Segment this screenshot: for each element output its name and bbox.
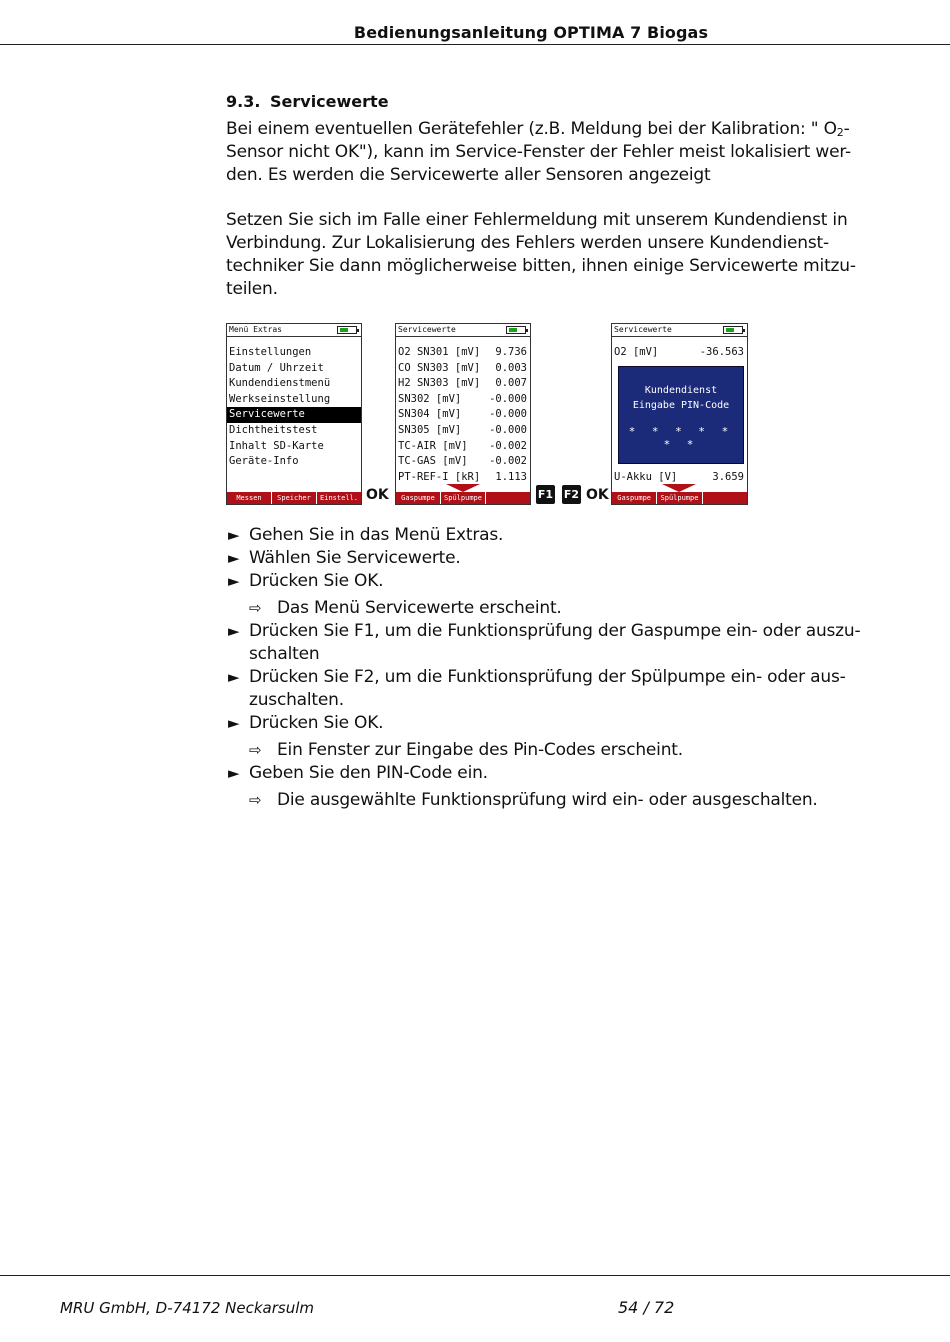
menu-item-geraete-info[interactable]: Geräte-Info — [229, 455, 299, 468]
subscript-2: 2 — [836, 126, 844, 139]
result-item — [228, 789, 848, 812]
screen-title: Menü Extras — [227, 324, 361, 337]
softkey-bar — [227, 492, 361, 504]
softkey-einstell[interactable]: Einstell. — [320, 494, 358, 502]
step-text: Drücken Sie OK. — [249, 713, 384, 733]
step-item — [228, 666, 848, 712]
ok-key: OK — [366, 487, 389, 503]
service-label: U-Akku [V] — [614, 470, 678, 483]
triangle-bullet-icon: ► — [228, 714, 240, 732]
menu-item-werkseinstellung[interactable]: Werkseinstellung — [229, 392, 331, 405]
f2-key: F2 — [562, 485, 581, 504]
service-label: CO SN303 [mV] — [398, 361, 481, 374]
intro-line: Sensor nicht OK"), kann im Service-Fenster der Fehler meist lokalisiert wer- — [226, 142, 851, 162]
service-row — [398, 423, 527, 439]
service-label: SN304 [mV] — [398, 408, 462, 421]
footer-company: MRU GmbH, D-74172 Neckarsulm — [60, 1299, 314, 1317]
service-row — [398, 470, 527, 486]
section-heading — [226, 92, 389, 111]
service-label: O2 SN301 [mV] — [398, 346, 481, 358]
softkey-speicher[interactable]: Speicher — [272, 492, 317, 504]
pin-input[interactable]: * * * * * * * — [628, 425, 734, 451]
softkey-bar — [396, 492, 530, 504]
intro-line: teilen. — [226, 279, 278, 299]
softkey-gaspumpe[interactable]: Gaspumpe — [612, 492, 657, 504]
service-value: 1.113 — [495, 470, 527, 483]
instruction-steps — [228, 524, 861, 812]
service-value: -0.002 — [489, 439, 527, 452]
service-row — [398, 376, 527, 392]
service-label: PT-REF-I [kR] — [398, 470, 481, 483]
service-row — [398, 345, 527, 361]
service-value: -0.002 — [489, 455, 527, 468]
service-value: 9.736 — [495, 346, 527, 358]
result-item — [228, 739, 848, 762]
intro-paragraph-2 — [226, 209, 856, 301]
triangle-bullet-icon: ► — [228, 526, 240, 544]
pin-dialog-prompt: Eingabe PIN-Code — [632, 400, 730, 411]
step-text: schalten — [249, 644, 320, 664]
f1-key: F1 — [536, 485, 555, 504]
arrow-right-outline-icon: ⇨ — [249, 741, 262, 759]
step-item — [228, 762, 848, 785]
softkey-messen[interactable]: Messen — [227, 492, 272, 504]
result-text: Ein Fenster zur Eingabe des Pin-Codes erscheint. — [277, 740, 683, 760]
result-text: Das Menü Servicewerte erscheint. — [277, 598, 562, 618]
softkey-empty — [703, 492, 747, 504]
battery-icon — [723, 326, 743, 334]
ok-key: OK — [586, 487, 609, 503]
screen-title: Servicewerte — [396, 324, 530, 337]
section-number: 9.3. — [226, 92, 261, 111]
service-row — [398, 361, 527, 377]
screen-title: Servicewerte — [612, 324, 747, 337]
intro-line: den. Es werden die Servicewerte aller Sensoren angezeigt — [226, 165, 711, 185]
softkey-gaspumpe[interactable]: Gaspumpe — [396, 492, 441, 504]
step-text: zuschalten. — [249, 690, 344, 710]
softkey-spuelpumpe[interactable]: Spülpumpe — [441, 492, 486, 504]
service-value: -36.563 — [699, 346, 744, 358]
battery-icon — [506, 326, 526, 334]
service-row — [398, 407, 527, 423]
step-item — [228, 620, 861, 666]
section-title: Servicewerte — [270, 92, 389, 111]
triangle-bullet-icon: ► — [228, 622, 240, 640]
step-item — [228, 570, 848, 593]
triangle-bullet-icon: ► — [228, 668, 240, 686]
battery-icon — [337, 326, 357, 334]
intro-text: - — [843, 119, 850, 139]
intro-line — [226, 118, 850, 141]
menu-item-datum-uhrzeit[interactable]: Datum / Uhrzeit — [229, 361, 324, 374]
pin-dialog[interactable] — [618, 366, 744, 464]
step-item — [228, 524, 848, 547]
service-label: TC-GAS [mV] — [398, 455, 468, 468]
step-text: Drücken Sie F1, um die Funktionsprüfung der Gaspumpe ein- oder auszu- — [249, 621, 861, 641]
softkey-empty — [486, 492, 530, 504]
intro-line: Verbindung. Zur Lokalisierung des Fehlers werden unsere Kundendienst- — [226, 233, 829, 253]
service-label: TC-AIR [mV] — [398, 439, 468, 452]
service-value: 3.659 — [712, 470, 744, 483]
service-label: H2 SN303 [mV] — [398, 377, 481, 390]
intro-paragraph-1 — [226, 118, 851, 187]
header-title: Bedienungsanleitung OPTIMA 7 Biogas — [353, 23, 709, 42]
arrow-right-outline-icon: ⇨ — [249, 599, 262, 617]
header-rule — [0, 44, 950, 45]
step-text: Geben Sie den PIN-Code ein. — [249, 763, 488, 783]
service-row — [398, 392, 527, 408]
service-row — [398, 454, 527, 470]
service-value: -0.000 — [489, 408, 527, 421]
menu-item-kundendienstmenue[interactable]: Kundendienstmenü — [229, 377, 331, 390]
menu-item-dichtheitstest[interactable]: Dichtheitstest — [229, 423, 318, 436]
service-label: O2 [mV] — [614, 346, 659, 358]
triangle-bullet-icon: ► — [228, 549, 240, 567]
screen-pin-entry — [611, 323, 748, 505]
service-row — [398, 439, 527, 455]
screen-servicewerte — [395, 323, 531, 505]
menu-item-servicewerte[interactable]: Servicewerte — [227, 407, 361, 423]
pin-dialog-title: Kundendienst — [644, 385, 718, 396]
softkey-spuelpumpe[interactable]: Spülpumpe — [657, 492, 702, 504]
softkey-bar — [612, 492, 747, 504]
menu-item-inhalt-sd-karte[interactable]: Inhalt SD-Karte — [229, 439, 324, 452]
screen-menu-extras — [226, 323, 362, 505]
service-value: 0.007 — [495, 377, 527, 390]
footer-rule — [0, 1275, 950, 1276]
service-value: -0.000 — [489, 424, 527, 436]
scroll-down-arrow-icon — [446, 484, 480, 492]
intro-text: Bei einem eventuellen Gerätefehler (z.B. Meldung bei der Kalibration: " O — [226, 119, 837, 139]
step-item — [228, 547, 848, 570]
intro-line: techniker Sie dann möglicherweise bitten, ihnen einige Servicewerte mitzu- — [226, 256, 856, 276]
service-row — [614, 345, 744, 361]
intro-line: Setzen Sie sich im Falle einer Fehlermeldung mit unserem Kundendienst in — [226, 210, 848, 230]
menu-list — [227, 345, 361, 470]
service-value: -0.000 — [489, 392, 527, 405]
footer-page-number: 54 / 72 — [618, 1298, 675, 1317]
service-label: SN302 [mV] — [398, 392, 462, 405]
step-item — [228, 712, 848, 735]
result-item — [228, 597, 848, 620]
step-text: Gehen Sie in das Menü Extras. — [249, 525, 504, 545]
service-value: 0.003 — [495, 361, 527, 374]
step-text: Drücken Sie F2, um die Funktionsprüfung der Spülpumpe ein- oder aus- — [249, 667, 846, 687]
scroll-down-arrow-icon — [662, 484, 696, 492]
step-text: Drücken Sie OK. — [249, 571, 384, 591]
step-text: Wählen Sie Servicewerte. — [249, 548, 461, 568]
arrow-right-outline-icon: ⇨ — [249, 791, 262, 809]
triangle-bullet-icon: ► — [228, 764, 240, 782]
result-text: Die ausgewählte Funktionsprüfung wird ein- oder ausgeschalten. — [277, 790, 818, 810]
triangle-bullet-icon: ► — [228, 572, 240, 590]
service-row — [614, 470, 744, 486]
service-label: SN305 [mV] — [398, 424, 462, 436]
menu-item-einstellungen[interactable]: Einstellungen — [229, 346, 312, 358]
